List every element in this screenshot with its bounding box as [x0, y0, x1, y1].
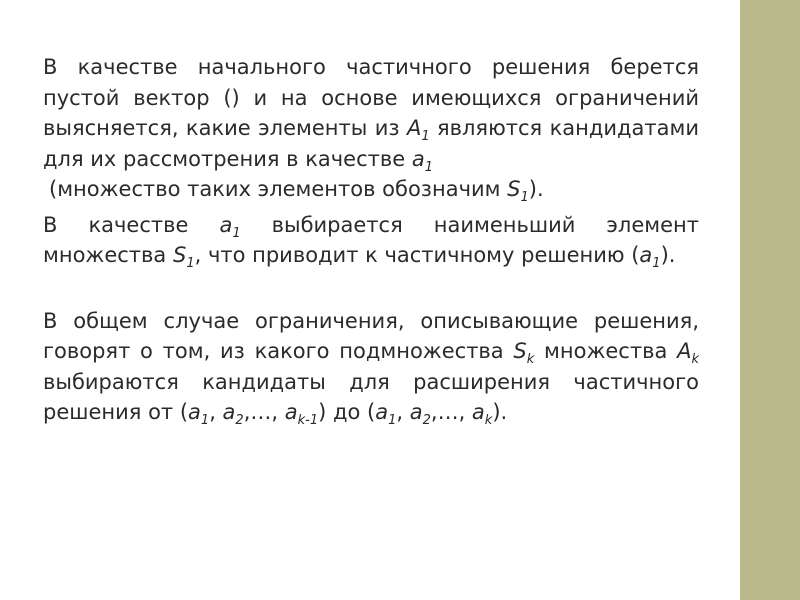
- math-subscript: 2: [235, 413, 244, 428]
- text-run: (множество таких элементов обозначим: [49, 177, 508, 201]
- math-subscript: 1: [186, 256, 195, 271]
- math-variable: $S_k$: [513, 339, 535, 367]
- math-subscript: k: [526, 352, 535, 367]
- math-subscript: k: [691, 352, 699, 367]
- math-subscript: 1: [421, 129, 430, 144]
- text-run: ) до (: [318, 400, 376, 424]
- decorative-sidebar: [740, 0, 800, 600]
- text-run: , что приводит к частичному решению (: [194, 243, 640, 267]
- math-subscript: 1: [388, 413, 397, 428]
- text-run: В качестве: [43, 212, 220, 237]
- math-subscript: 1: [424, 159, 433, 175]
- math-subscript: 2: [422, 413, 431, 428]
- text-run: выбирается наименьший элемент множества: [43, 212, 699, 267]
- paragraph-set-note: [43, 174, 699, 205]
- math-variable: $S_1$: [172, 243, 195, 271]
- paragraph-choose-min: [43, 210, 699, 271]
- math-variable: $a_1$: [639, 243, 661, 271]
- text-run: ).: [660, 243, 676, 267]
- math-variable: $a_1$: [188, 400, 210, 428]
- text-run: множества: [534, 339, 678, 363]
- text-run: В качестве начального частичного решения берется пустой вектор () и на основе имеющихся ограничений выясняется, какие элементы из: [43, 55, 699, 140]
- math-subscript: 1: [232, 225, 241, 241]
- math-variable: $a_2$: [222, 400, 244, 428]
- text-run: ,: [209, 400, 223, 424]
- math-variable: $a_{k-1}$: [284, 400, 319, 428]
- math-variable: $a_1$: [375, 400, 397, 428]
- text-run: ).: [492, 400, 508, 424]
- slide-body: [43, 52, 699, 428]
- math-subscript: 1: [652, 256, 661, 271]
- text-run: ,…,: [430, 400, 472, 424]
- text-run: ).: [528, 177, 544, 201]
- math-variable: $a_2$: [409, 400, 431, 428]
- math-variable: $S_1$: [507, 177, 529, 205]
- math-variable: $a_1$: [219, 212, 241, 241]
- math-subscript: 1: [200, 413, 210, 428]
- math-subscript: k: [484, 413, 493, 428]
- text-run: В общем случае ограничения, описывающие решения, говорят о том, из какого подмножества: [43, 308, 699, 363]
- math-variable: $a_1$: [411, 146, 433, 175]
- text-run: выбираются кандидаты для расширения частичного решения от (: [43, 369, 699, 424]
- paragraph-general-case: [43, 306, 699, 428]
- math-subscript: k-1: [297, 413, 319, 428]
- math-variable: $A_1$: [406, 116, 430, 144]
- math-variable: $A_k$: [677, 339, 699, 367]
- text-run: ,…,: [243, 400, 285, 424]
- math-variable: $a_k$: [471, 400, 493, 428]
- text-run: являются кандидатами для их рассмотрения в качестве: [43, 116, 699, 171]
- text-run: ,: [396, 400, 410, 424]
- math-subscript: 1: [520, 190, 529, 205]
- paragraph-initial-solution: [43, 52, 699, 174]
